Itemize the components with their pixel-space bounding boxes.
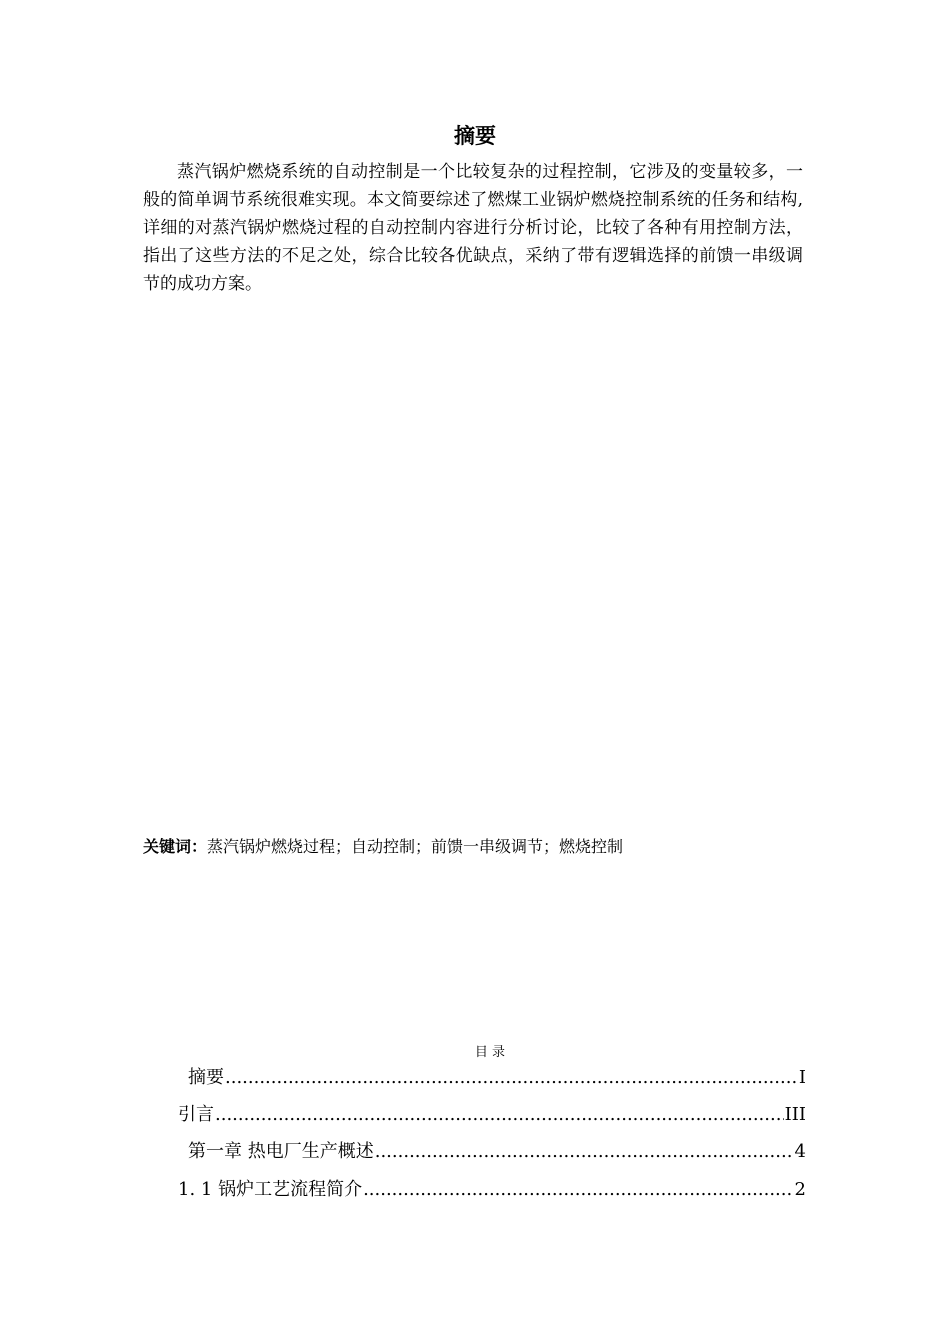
abstract-title: 摘要	[454, 124, 496, 148]
toc-entry-label: 1. 1 锅炉工艺流程简介	[178, 1179, 363, 1200]
keywords-text: 蒸汽锅炉燃烧过程；自动控制；前馈一串级调节；燃烧控制	[207, 837, 624, 856]
toc-entry[interactable]	[178, 1176, 806, 1204]
keywords-line	[143, 834, 843, 860]
keywords-label: 关键词：	[143, 837, 208, 856]
toc-entry[interactable]	[188, 1064, 806, 1092]
toc-entry[interactable]	[178, 1101, 806, 1129]
toc-entry-page: I	[798, 1067, 806, 1088]
toc-entry-page: 2	[794, 1179, 806, 1200]
toc-leader	[363, 1176, 793, 1204]
toc-entry-page: III	[784, 1104, 806, 1125]
toc-leader	[215, 1101, 784, 1129]
toc-leader	[375, 1138, 794, 1166]
abstract-body: 蒸汽锅炉燃烧系统的自动控制是一个比较复杂的过程控制，它涉及的变量较多，一般的简单调节系统很难实现。本文简要综述了燃煤工业锅炉燃烧控制系统的任务和结构,详细的对蒸汽锅炉燃烧过程的自动控制内容进行分析讨论，比较了各种有用控制方法，指出了这些方法的不足之处，综合比较各优缺点，采纳了带有逻辑选择的前馈一串级调节的成功方案。	[143, 162, 803, 294]
toc-entry-label: 引言	[178, 1104, 214, 1125]
toc-entry-label: 第一章 热电厂生产概述	[188, 1141, 374, 1162]
toc-leader	[225, 1064, 798, 1092]
toc-entry-label: 摘要	[188, 1067, 224, 1088]
toc-title: 目 录	[474, 1045, 506, 1060]
toc-entry-page: 4	[794, 1141, 806, 1162]
toc-entry[interactable]	[188, 1138, 806, 1166]
